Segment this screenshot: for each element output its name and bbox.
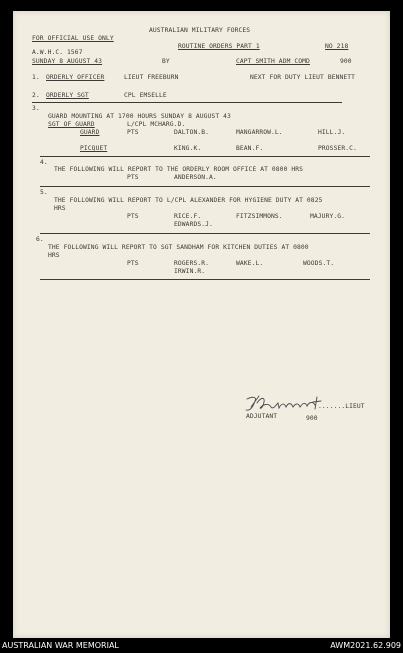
rule-5 bbox=[40, 279, 370, 280]
item-6-name-2: WAKE.L. bbox=[236, 260, 264, 267]
guard-name-3: HILL.J. bbox=[318, 129, 346, 136]
rule-2 bbox=[40, 156, 370, 157]
item-5-instruction: THE FOLLOWING WILL REPORT TO L/CPL ALEXANDER FOR HYGIENE DUTY AT 0825 bbox=[54, 197, 323, 204]
item-6-hrs: HRS bbox=[48, 252, 60, 259]
by-label: BY bbox=[162, 58, 170, 65]
item-4-pts-label: PTS bbox=[127, 174, 139, 181]
picquet-label: PICQUET bbox=[80, 145, 108, 152]
orderly-sgt-label: ORDERLY SGT bbox=[46, 92, 89, 99]
routine-orders-title: ROUTINE ORDERS PART 1 bbox=[178, 43, 260, 50]
guard-mounting-line: GUARD MOUNTING AT 1700 HOURS SUNDAY 8 AUGUST 43 bbox=[48, 113, 231, 120]
item-6-pts-label: PTS bbox=[127, 260, 139, 267]
item-5-hrs: HRS bbox=[54, 205, 66, 212]
item-6-name-1: ROGERS.R. bbox=[174, 260, 210, 267]
signature-dots-lieut: .......LIEUT bbox=[318, 403, 365, 410]
next-for-duty: NEXT FOR DUTY LIEUT BENNETT bbox=[250, 74, 356, 81]
item-5-number: 5. bbox=[40, 189, 48, 196]
rule-4 bbox=[40, 233, 370, 234]
item-5-name-2: FITZSIMMONS. bbox=[236, 213, 283, 220]
sgt-of-guard-label: SGT OF GUARD bbox=[48, 121, 95, 128]
reference-number: A.W.H.C. 1567 bbox=[32, 49, 83, 56]
item-5-name-4: EDWARDS.J. bbox=[174, 221, 213, 228]
item-4-instruction: THE FOLLOWING WILL REPORT TO THE ORDERLY ROOM OFFICE AT 0800 HRS bbox=[54, 166, 304, 173]
item-4-number: 4. bbox=[40, 159, 48, 166]
item-1-number: 1. bbox=[32, 74, 40, 81]
item-5-pts-label: PTS bbox=[127, 213, 139, 220]
document-page bbox=[13, 11, 390, 638]
adjutant-label: ADJUTANT bbox=[246, 413, 278, 420]
item-5-name-1: RICE.F. bbox=[174, 213, 202, 220]
footer-bar bbox=[0, 638, 403, 653]
guard-name-2: MANGARROW.L. bbox=[236, 129, 283, 136]
picquet-name-2: BEAN.F. bbox=[236, 145, 264, 152]
item-6-number: 6. bbox=[36, 236, 44, 243]
order-number: NO 218 bbox=[325, 43, 349, 50]
item-4-name-1: ANDERSON.A. bbox=[174, 174, 217, 181]
item-2-number: 2. bbox=[32, 92, 40, 99]
item-3-number: 3. bbox=[32, 105, 40, 112]
guard-name-1: DALTON.B. bbox=[174, 129, 210, 136]
guard-label: GUARD bbox=[80, 129, 100, 136]
item-5-name-3: MAJURY.G. bbox=[310, 213, 346, 220]
orderly-sgt-name: CPL EMSELLE bbox=[124, 92, 167, 99]
item-6-instruction: THE FOLLOWING WILL REPORT TO SGT SANDHAM FOR KITCHEN DUTIES AT 0800 bbox=[48, 244, 309, 251]
rule-3 bbox=[40, 186, 370, 187]
picquet-name-3: PROSSER.C. bbox=[318, 145, 357, 152]
org-heading: AUSTRALIAN MILITARY FORCES bbox=[149, 27, 251, 34]
official-use-label: FOR OFFICIAL USE ONLY bbox=[32, 35, 114, 42]
footer-institution: AUSTRALIAN WAR MEMORIAL bbox=[2, 641, 119, 650]
orderly-officer-name: LIEUT FREEBURN bbox=[124, 74, 179, 81]
guard-pts-label: PTS bbox=[127, 129, 139, 136]
commanding-officer: CAPT SMITH ADM COMD bbox=[236, 58, 310, 65]
sgt-of-guard-name: L/CPL MCHARG.D. bbox=[127, 121, 186, 128]
picquet-name-1: KING.K. bbox=[174, 145, 202, 152]
order-date: SUNDAY 8 AUGUST 43 bbox=[32, 58, 103, 65]
item-6-name-3: WOODS.T. bbox=[303, 260, 335, 267]
footer-accession-number: AWM2021.62.909 bbox=[330, 641, 401, 650]
adjutant-time: 900 bbox=[306, 415, 318, 422]
header-time: 900 bbox=[340, 58, 352, 65]
item-6-name-4: IRWIN.R. bbox=[174, 268, 206, 275]
orderly-officer-label: ORDERLY OFFICER bbox=[46, 74, 105, 81]
rule-1 bbox=[32, 102, 342, 103]
